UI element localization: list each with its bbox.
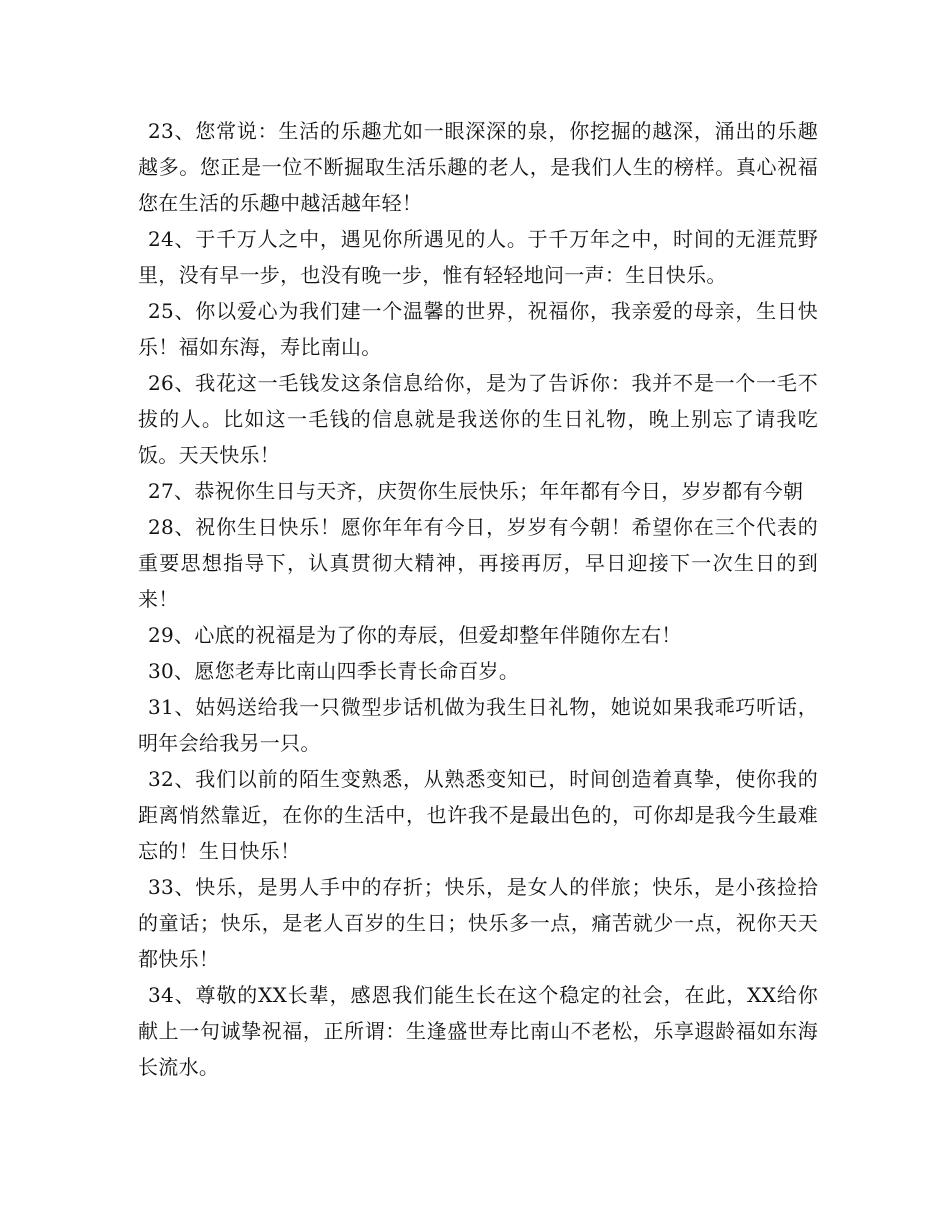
paragraph-30: 30、愿您老寿比南山四季长青长命百岁。 xyxy=(148,659,520,683)
paragraph-25: 25、你以爱心为我们建一个温馨的世界，祝福你，我亲爱的母亲，生日快乐！福如东海，寿比南山。 xyxy=(138,299,818,359)
paragraph-31: 31、姑妈送给我一只微型步话机做为我生日礼物，她说如果我乖巧听话，明年会给我另一只。 xyxy=(138,695,818,755)
paragraph-28: 28、祝你生日快乐！愿你年年有今日，岁岁有今朝！希望你在三个代表的重要思想指导下，认真贯彻大精神，再接再厉，早日迎接下一次生日的到来！ xyxy=(138,515,818,611)
paragraph-29: 29、心底的祝福是为了你的寿辰，但爱却整年伴随你左右！ xyxy=(148,623,682,647)
document-body xyxy=(138,113,818,1085)
paragraph-33: 33、快乐，是男人手中的存折；快乐，是女人的伴旅；快乐，是小孩捡拾的童话；快乐，是老人百岁的生日；快乐多一点，痛苦就少一点，祝你天天都快乐！ xyxy=(138,875,818,971)
paragraph-24: 24、于千万人之中，遇见你所遇见的人。于千万年之中，时间的无涯荒野里，没有早一步，也没有晚一步，惟有轻轻地问一声：生日快乐。 xyxy=(138,227,818,287)
paragraph-26: 26、我花这一毛钱发这条信息给你，是为了告诉你：我并不是一个一毛不拔的人。比如这一毛钱的信息就是我送你的生日礼物，晚上别忘了请我吃饭。天天快乐！ xyxy=(138,371,818,467)
paragraph-34: 34、尊敬的XX长辈，感恩我们能生长在这个稳定的社会，在此，XX给你献上一句诚挚祝福，正所谓：生逢盛世寿比南山不老松，乐享遐龄福如东海长流水。 xyxy=(138,983,818,1079)
paragraph-23: 23、您常说：生活的乐趣尤如一眼深深的泉，你挖掘的越深，涌出的乐趣越多。您正是一位不断掘取生活乐趣的老人，是我们人生的榜样。真心祝福您在生活的乐趣中越活越年轻！ xyxy=(138,119,818,215)
paragraph-32: 32、我们以前的陌生变熟悉，从熟悉变知已，时间创造着真挚，使你我的距离悄然靠近，在你的生活中，也许我不是最出色的，可你却是我今生最难忘的！生日快乐！ xyxy=(138,767,818,863)
paragraph-27: 27、恭祝你生日与天齐，庆贺你生辰快乐；年年都有今日，岁岁都有今朝 xyxy=(148,479,804,503)
